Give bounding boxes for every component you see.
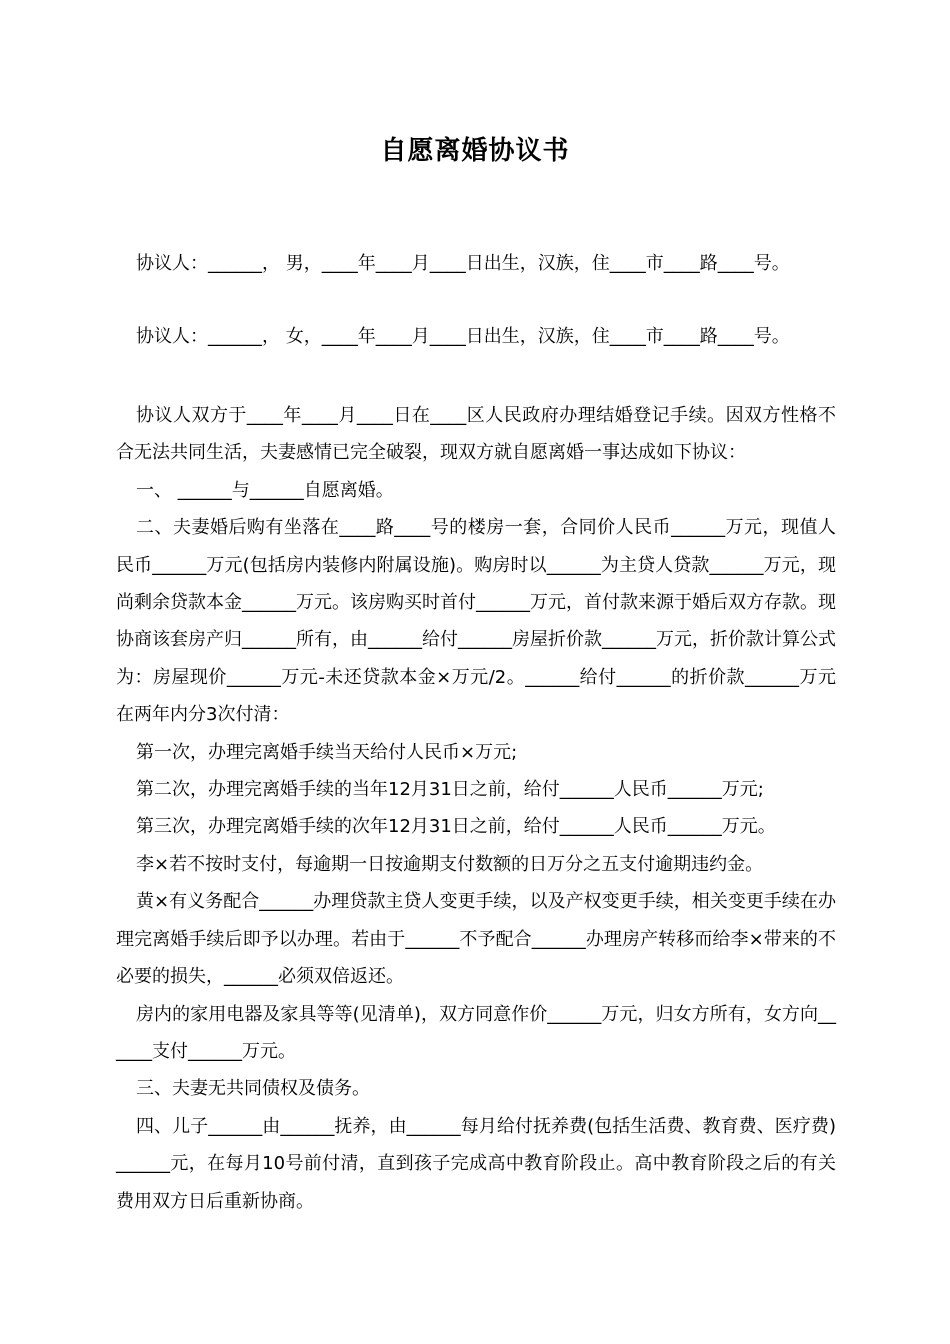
party-2-line: 协议人：______， 女，____年____月____日出生，汉族，住____市____路____号。 — [136, 326, 790, 347]
paragraph-clause-4-custody: 四、儿子______由______抚养，由______每月给付抚养费(包括生活费、教育费、医疗费)______元，在每月10号前付清，直到孩子完成高中教育阶段止。高中教育阶段之后的有关费用双方日后重新协商。 — [116, 1115, 836, 1212]
agreement-body — [116, 397, 836, 1220]
paragraph-payment-2: 第二次，办理完离婚手续的当年12月31日之前，给付______人民币______万元; — [136, 779, 764, 801]
party-1-line: 协议人：______， 男，____年____月____日出生，汉族，住____市____路____号。 — [136, 253, 790, 274]
paragraph-transfer-cooperation: 黄×有义务配合______办理贷款主贷人变更手续，以及产权变更手续，相关变更手续在办理完离婚手续后即予以办理。若由于______不予配合______办理房产转移而给李×带来的不必要的损失，______必须双倍返还。 — [116, 891, 836, 988]
paragraph-clause-2-property: 二、夫妻婚后购有坐落在____路____号的楼房一套，合同价人民币______万元，现值人民币______万元(包括房内装修内附属设施)。购房时以______为主贷人贷款______万元，现尚剩余贷款本金______万元。该房购买时首付______万元，首付款来源于婚后双方存款。现协商该套房产归______所有，由______给付______房屋折价款______万元，折价款计算公式为：房屋现价______万元-未还贷款本金×万元/2。______给付______的折价款______万元在两年内分3次付清： — [116, 517, 836, 726]
paragraph-payment-3: 第三次，办理完离婚手续的次年12月31日之前，给付______人民币______万元。 — [136, 816, 776, 838]
paragraph-marriage-registration: 协议人双方于____年____月____日在____区人民政府办理结婚登记手续。因双方性格不合无法共同生活，夫妻感情已完全破裂，现双方就自愿离婚一事达成如下协议： — [116, 405, 836, 464]
paragraph-late-penalty: 李×若不按时支付，每逾期一日按逾期支付数额的日万分之五支付逾期违约金。 — [136, 853, 764, 875]
paragraph-clause-1: 一、 ______与______自愿离婚。 — [136, 479, 394, 501]
paragraph-furniture: 房内的家用电器及家具等等(见清单)，双方同意作价______万元，归女方所有，女方向______支付______万元。 — [116, 1003, 836, 1062]
document-title: 自愿离婚协议书 — [380, 136, 570, 166]
paragraph-clause-3-debts: 三、夫妻无共同债权及债务。 — [136, 1078, 370, 1100]
paragraph-payment-1: 第一次，办理完离婚手续当天给付人民币×万元; — [136, 741, 518, 763]
